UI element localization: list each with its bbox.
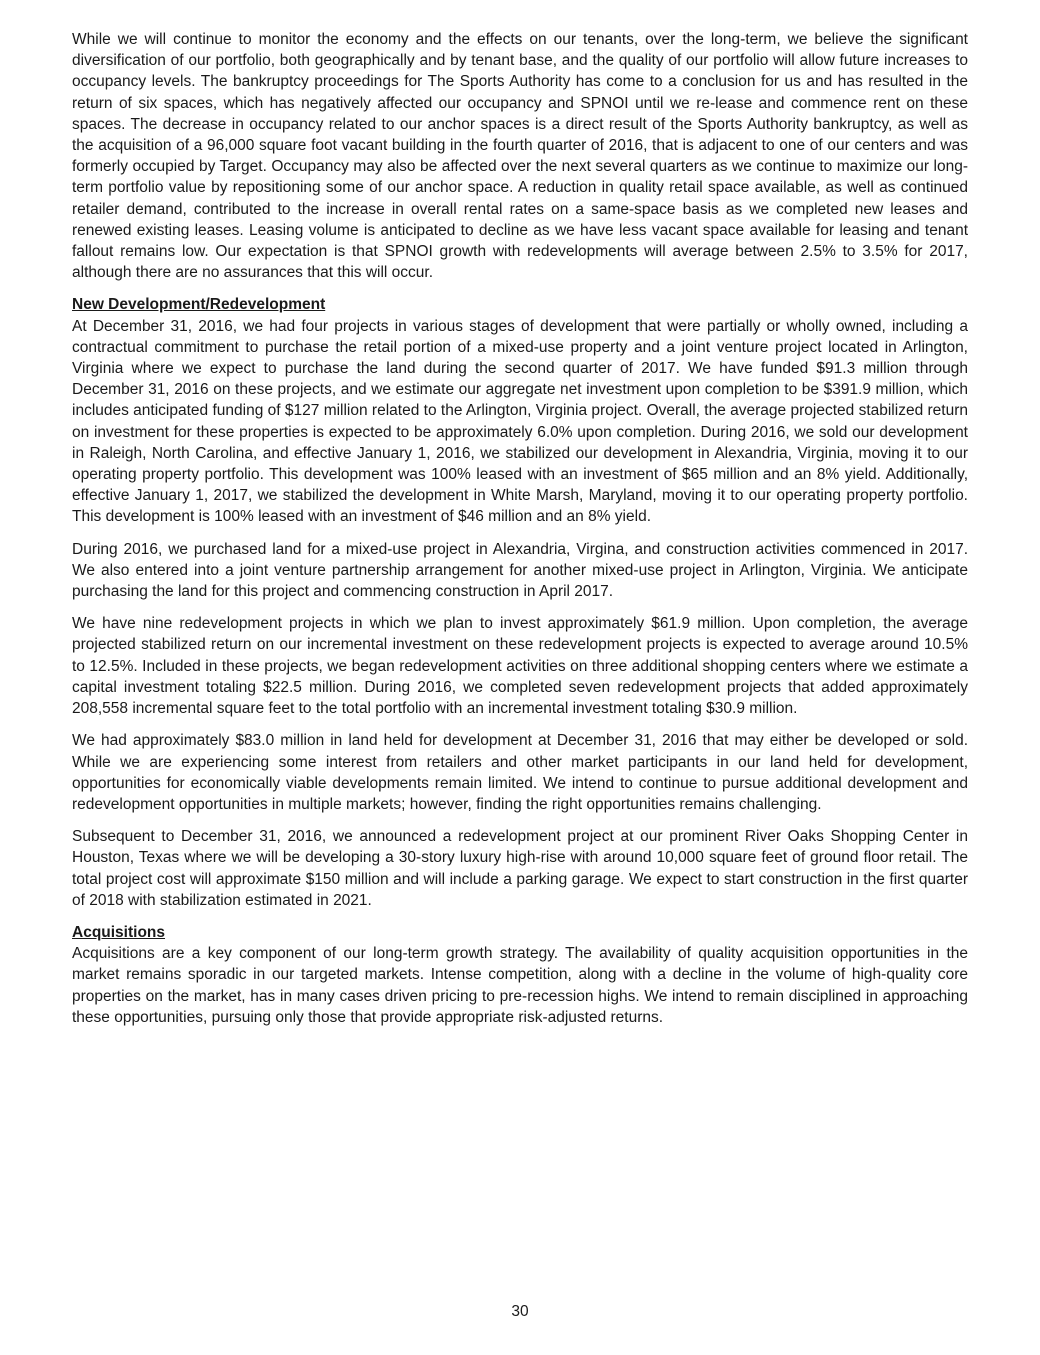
document-page bbox=[72, 29, 968, 1039]
paragraph-river-oaks: Subsequent to December 31, 2016, we announced a redevelopment project at our prominent River Oaks Shopping Center in Houston, Texas where we will be developing a 30-story luxury high-rise with around 10,000 square feet of ground floor retail. The total project cost will approximate $150 million and will include a parking garage. We expect to start construction in the first quarter of 2018 with stabilization estimated in 2021. bbox=[72, 828, 968, 909]
paragraph-acquisitions: Acquisitions are a key component of our long-term growth strategy. The availability of quality acquisition opportunities in the market remains sporadic in our targeted markets. Intense competition, along with a decline in the volume of high-quality core properties on the market, has in many cases driven pricing to pre-recession highs. We intend to remain disciplined in approaching these opportunities, pursuing only those that provide appropriate risk-adjusted returns. bbox=[72, 945, 968, 1026]
paragraph-economy-outlook: While we will continue to monitor the economy and the effects on our tenants, over the long-term, we believe the significant diversification of our portfolio, both geographically and by tenant base, and the quality of our portfolio will allow future increases to occupancy levels. The bankruptcy proceedings for The Sports Authority has come to a conclusion for us and has resulted in the return of six spaces, which has negatively affected our occupancy and SPNOI until we re-lease and commence rent on these spaces. The decrease in occupancy related to our anchor spaces is a direct result of the Sports Authority bankruptcy, as well as the acquisition of a 96,000 square foot vacant building in the fourth quarter of 2016, that is adjacent to one of our centers and was formerly occupied by Target. Occupancy may also be affected over the next several quarters as we continue to maximize our long-term portfolio value by repositioning some of our anchor space. A reduction in quality retail space available, as well as continued retailer demand, contributed to the increase in overall rental rates on a same-space basis as we completed new leases and renewed existing leases. Leasing volume is anticipated to decline as we have less vacant space available for leasing and tenant fallout remains low. Our expectation is that SPNOI growth with redevelopments will average between 2.5% to 3.5% for 2017, although there are no assurances that this will occur. bbox=[72, 31, 968, 282]
paragraph-development-projects: At December 31, 2016, we had four projects in various stages of development that were partially or wholly owned, including a contractual commitment to purchase the retail portion of a mixed-use property and a joint venture project located in Arlington, Virginia where we expect to purchase the land during the second quarter of 2017. We have funded $91.3 million through December 31, 2016 on these projects, and we estimate our aggregate net investment upon completion to be $391.9 million, which includes anticipated funding of $127 million related to the Arlington, Virginia project. Overall, the average projected stabilized return on investment for these properties is expected to be approximately 6.0% upon completion. During 2016, we sold our development in Raleigh, North Carolina, and effective January 1, 2016, we stabilized our development in Alexandria, Virginia, moving it to our operating property portfolio. This development was 100% leased with an investment of $65 million and an 8% yield. Additionally, effective January 1, 2017, we stabilized the development in White Marsh, Maryland, moving it to our operating property portfolio. This development is 100% leased with an investment of $46 million and an 8% yield. bbox=[72, 317, 968, 526]
section-heading-new-development: New Development/Redevelopment bbox=[72, 296, 326, 314]
section-heading-acquisitions: Acquisitions bbox=[72, 923, 166, 941]
paragraph-land-held: We had approximately $83.0 million in land held for development at December 31, 2016 that may either be developed or sold. While we are experiencing some interest from retailers and other market participants in our land held for development, opportunities for economically viable developments remain limited. We intend to continue to pursue additional development and redevelopment opportunities in multiple markets; however, finding the right opportunities remains challenging. bbox=[72, 732, 968, 813]
paragraph-redevelopment-projects: We have nine redevelopment projects in which we plan to invest approximately $61.9 million. Upon completion, the average projected stabilized return on our incremental investment on these redevelopment projects is expected to average around 10.5% to 12.5%. Included in these projects, we began redevelopment activities on three additional shopping centers where we estimate a capital investment totaling $22.5 million. During 2016, we completed seven redevelopment projects that added approximately 208,558 incremental square feet to the total portfolio with an incremental investment totaling $30.9 million. bbox=[72, 615, 968, 718]
page-number: 30 bbox=[511, 1303, 529, 1320]
paragraph-mixed-use-land: During 2016, we purchased land for a mixed-use project in Alexandria, Virgina, and construction activities commenced in 2017. We also entered into a joint venture partnership arrangement for another mixed-use project in Arlington, Virginia. We anticipate purchasing the land for this project and commencing construction in April 2017. bbox=[72, 540, 968, 601]
